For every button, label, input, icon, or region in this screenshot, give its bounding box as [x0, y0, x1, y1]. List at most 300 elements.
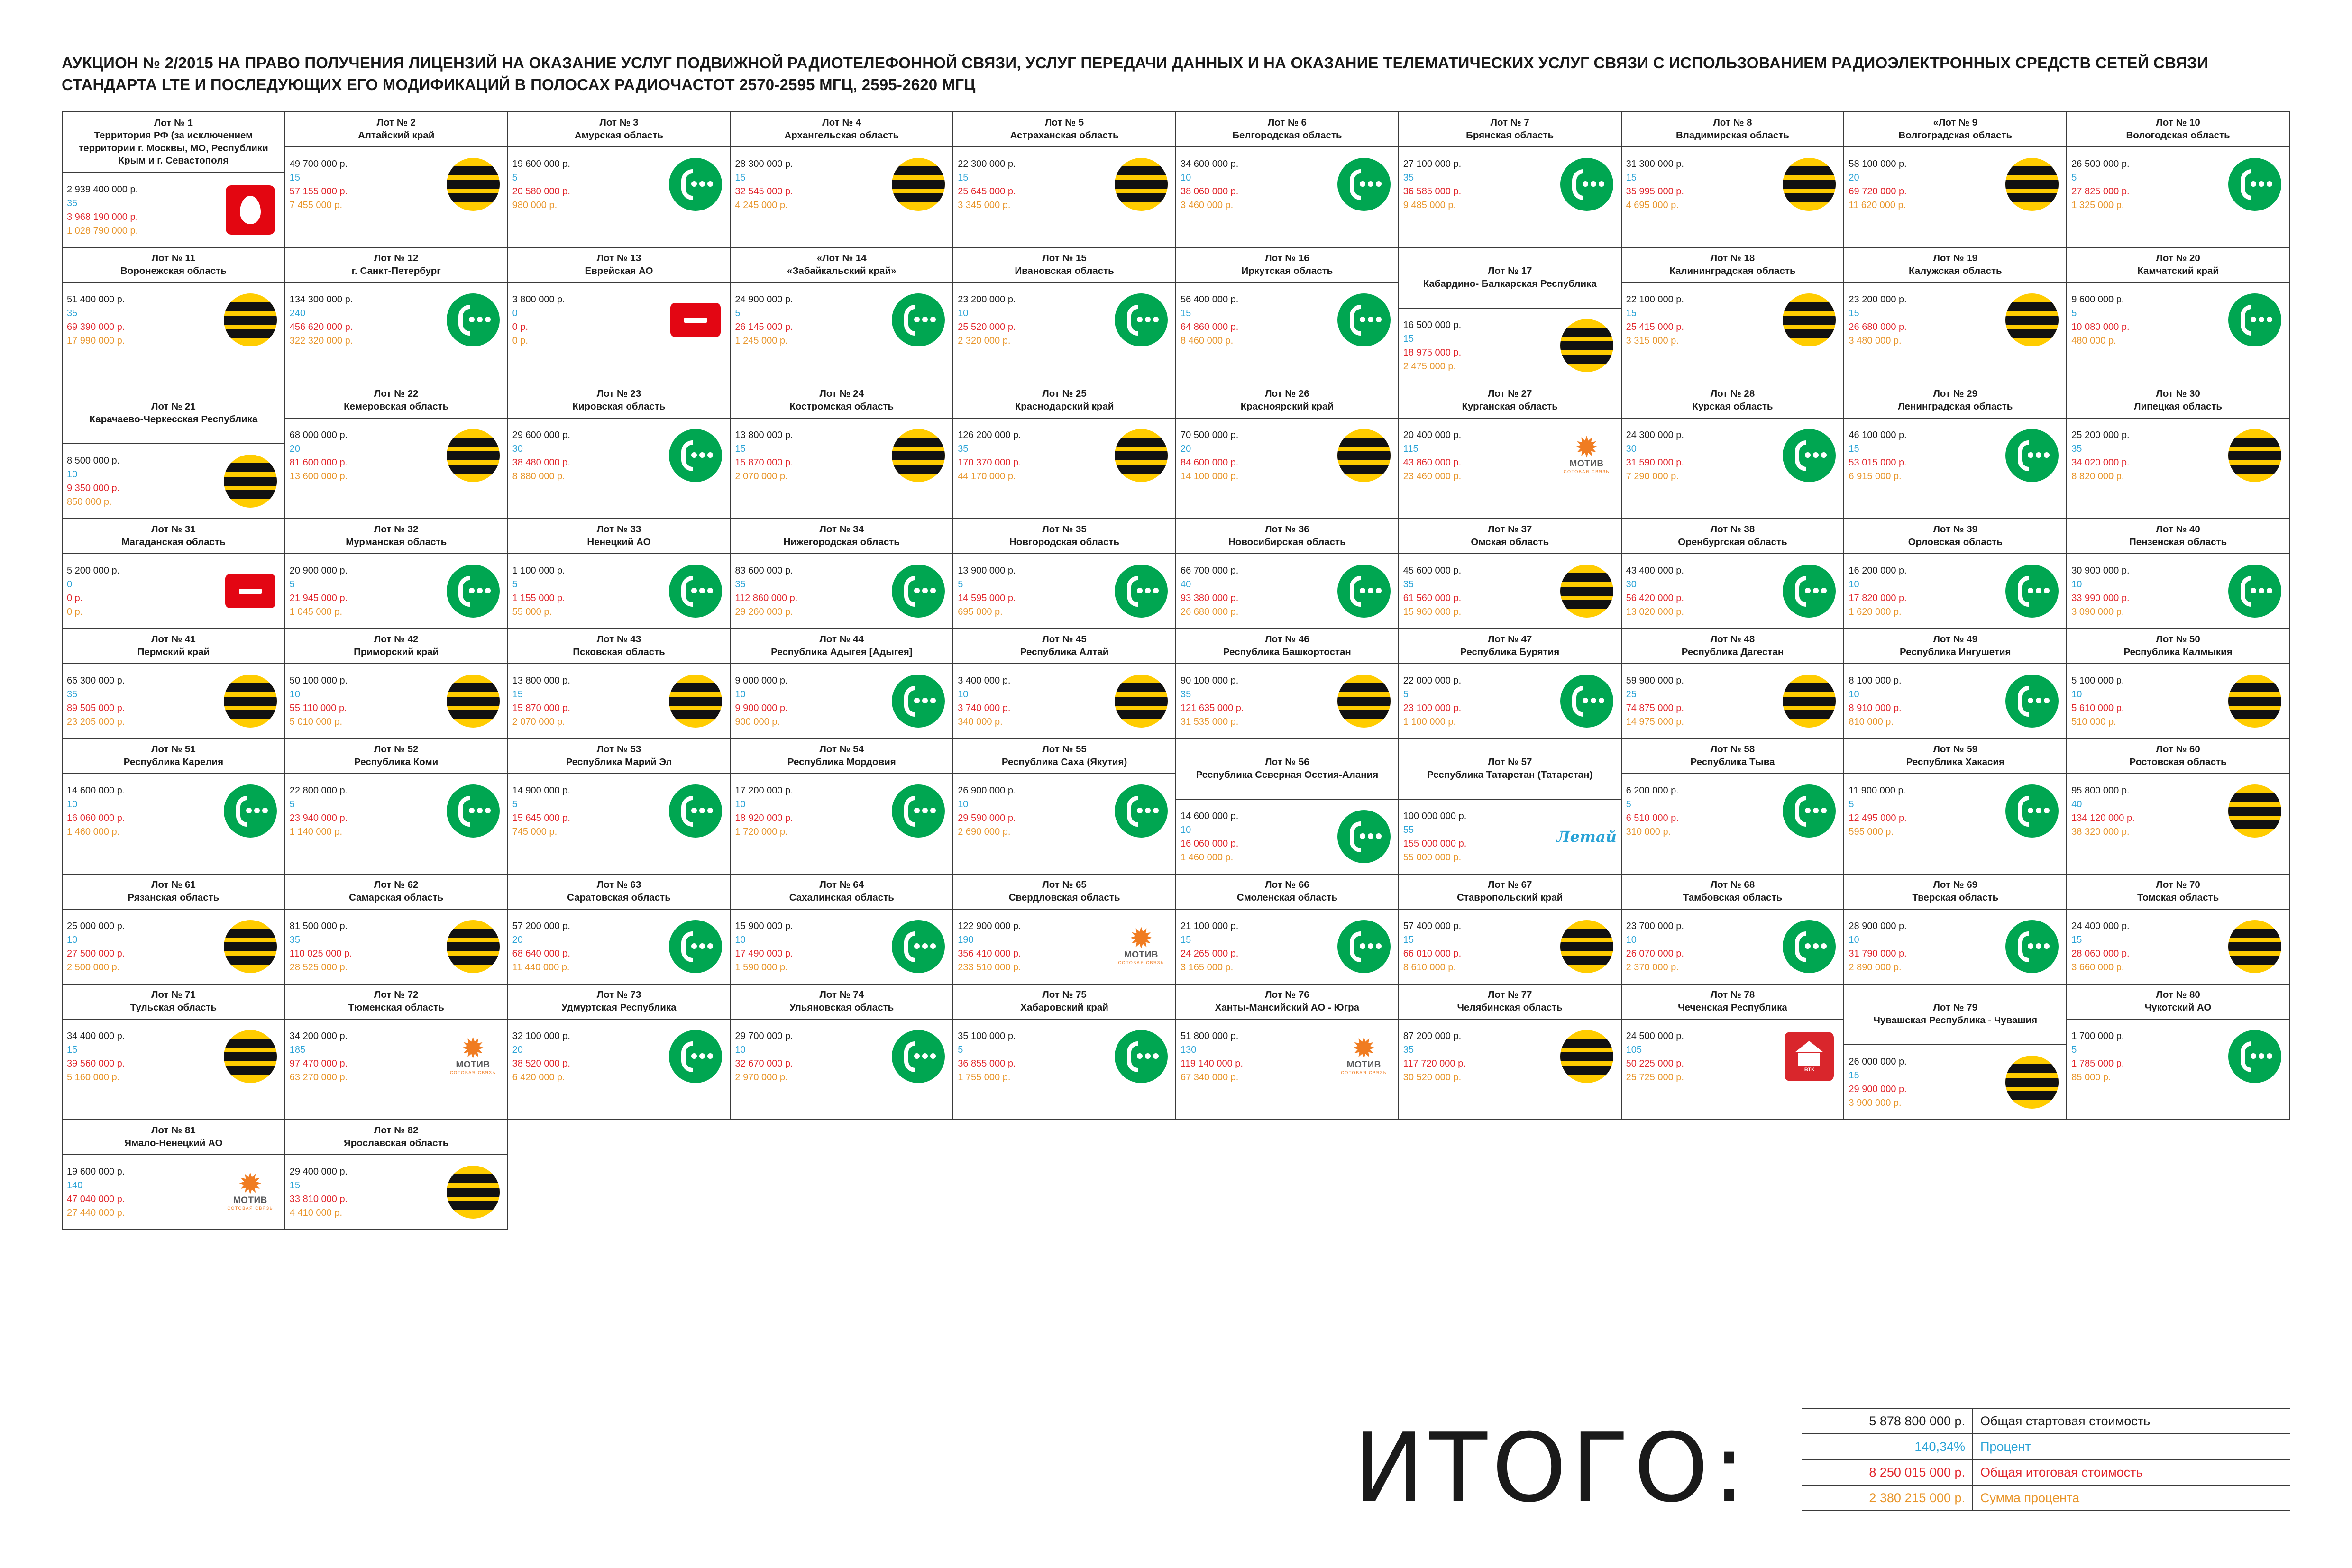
- lot-cell: [953, 248, 1176, 383]
- winner-logo: [443, 1166, 503, 1219]
- winner-logo: [1111, 675, 1171, 728]
- final-price: 23 940 000 р.: [289, 812, 348, 823]
- lot-region: Ярославская область: [344, 1137, 449, 1149]
- lot-region: Иркутская область: [1241, 265, 1333, 276]
- winner-logo: [1334, 1030, 1394, 1083]
- start-price: 51 800 000 р.: [1180, 1030, 1239, 1041]
- percent-increase: 5: [512, 799, 518, 810]
- start-price: 14 600 000 р.: [67, 785, 125, 796]
- percent-sum: 11 440 000 р.: [512, 962, 570, 973]
- percent-sum: 4 695 000 р.: [1626, 200, 1679, 210]
- percent-sum: 8 880 000 р.: [512, 471, 565, 482]
- lot-figures: [1849, 566, 2002, 617]
- megafon-logo-icon: [1337, 565, 1391, 618]
- lot-body: [1399, 1020, 1621, 1094]
- lot-number: Лот № 46: [1265, 634, 1309, 645]
- beeline-logo-icon: [1560, 565, 1613, 618]
- percent-increase: 140: [67, 1180, 83, 1191]
- lot-header: [953, 519, 1175, 554]
- lot-header: [285, 629, 507, 664]
- start-price: 28 300 000 р.: [735, 158, 793, 169]
- winner-logo: [2002, 920, 2062, 973]
- lot-body: [1844, 664, 2066, 738]
- lot-region: Оренбургская область: [1678, 536, 1787, 547]
- lot-figures: [1849, 159, 2002, 210]
- lot-number: Лот № 6: [1267, 117, 1307, 128]
- motiv-logo-icon: ✹ МОТИВ СОТОВАЯ СВЯЗЬ: [1341, 1034, 1387, 1075]
- empty-cell: [1399, 1120, 1622, 1230]
- megafon-logo-icon: [447, 784, 500, 838]
- lot-body: [1622, 1020, 1844, 1094]
- start-price: 28 900 000 р.: [1849, 921, 1907, 931]
- megafon-logo-icon: [1560, 158, 1613, 211]
- lot-number: Лот № 36: [1265, 524, 1309, 535]
- lot-number: Лот № 70: [2156, 879, 2200, 891]
- beeline-logo-icon: [447, 158, 500, 211]
- final-price: 32 670 000 р.: [735, 1058, 793, 1069]
- lot-header: [1622, 248, 1844, 283]
- lot-header: [1399, 112, 1621, 147]
- lot-region: Карачаево-Черкесская Республика: [89, 413, 258, 425]
- winner-logo: [2224, 920, 2285, 973]
- lot-number: Лот № 38: [1710, 524, 1755, 535]
- final-price: 57 155 000 р.: [289, 186, 348, 197]
- percent-increase: 10: [735, 799, 746, 810]
- winner-logo: [1111, 565, 1171, 618]
- lot-number: Лот № 80: [2156, 989, 2200, 1001]
- lot-cell: [285, 383, 508, 519]
- start-price: 13 900 000 р.: [958, 565, 1016, 576]
- megafon-logo-icon: [1783, 565, 1836, 618]
- lot-header: [1176, 629, 1398, 664]
- lot-header: [508, 985, 730, 1020]
- percent-sum: 4 245 000 р.: [735, 200, 788, 210]
- percent-sum: 310 000 р.: [1626, 826, 1671, 837]
- final-price: 28 060 000 р.: [2071, 948, 2130, 959]
- lot-header: [1176, 985, 1398, 1020]
- percent-increase: 5: [958, 579, 963, 590]
- percent-increase: 5: [2071, 1044, 2077, 1055]
- lot-cell: [63, 629, 285, 739]
- final-price: 33 990 000 р.: [2071, 593, 2130, 603]
- lot-region: Ленинградская область: [1898, 401, 2013, 412]
- lot-number: «Лот № 9: [1933, 117, 1978, 128]
- lot-region: Ставропольский край: [1457, 892, 1563, 903]
- percent-sum: 55 000 000 р.: [1403, 852, 1462, 863]
- lot-figures: [67, 921, 220, 972]
- percent-increase: 10: [1180, 824, 1191, 835]
- lot-body: [508, 774, 730, 848]
- lot-number: Лот № 1: [154, 118, 193, 129]
- lot-header: [2067, 629, 2289, 664]
- final-price: 6 510 000 р.: [1626, 812, 1679, 823]
- percent-increase: 35: [67, 689, 78, 700]
- lot-figures: [67, 185, 220, 236]
- lot-cell: [63, 985, 285, 1120]
- megafon-logo-icon: [2228, 565, 2281, 618]
- final-price: 5 610 000 р.: [2071, 702, 2124, 713]
- lot-cell: [2067, 248, 2290, 383]
- totals-label: Сумма процента: [1980, 1490, 2080, 1505]
- lot-cell: [731, 985, 953, 1120]
- lot-cell: [508, 629, 731, 739]
- lot-body: [285, 147, 507, 221]
- final-price: 55 110 000 р.: [289, 702, 347, 713]
- lot-body: [285, 1155, 507, 1229]
- winner-logo: [888, 429, 949, 482]
- lot-region: Курганская область: [1462, 401, 1558, 412]
- lot-header: [285, 985, 507, 1020]
- start-price: 16 200 000 р.: [1849, 565, 1907, 576]
- winner-logo: [1334, 565, 1394, 618]
- beeline-logo-icon: [1337, 675, 1391, 728]
- beeline-logo-icon: [224, 455, 277, 508]
- percent-sum: 1 720 000 р.: [735, 826, 788, 837]
- lot-region: Чукотский АО: [2144, 1002, 2212, 1013]
- lot-body: [1622, 774, 1844, 848]
- lot-header: [731, 112, 952, 147]
- percent-increase: 35: [1180, 689, 1191, 700]
- percent-increase: 35: [2071, 443, 2082, 454]
- percent-increase: 5: [2071, 308, 2077, 319]
- motiv-logo-icon: ✹ МОТИВ СОТОВАЯ СВЯЗЬ: [450, 1034, 496, 1075]
- lot-figures: [290, 566, 443, 617]
- percent-increase: 35: [289, 934, 301, 945]
- lot-cell: [1399, 112, 1622, 248]
- percent-sum: 1 590 000 р.: [735, 962, 788, 973]
- totals-value: 140,34%: [1802, 1434, 1973, 1459]
- lot-figures: [290, 676, 443, 727]
- percent-increase: 15: [735, 172, 746, 183]
- lot-body: [1622, 554, 1844, 628]
- totals-heading: ИТОГО:: [1354, 1413, 1750, 1523]
- lot-cell: [285, 248, 508, 383]
- lot-number: Лот № 58: [1710, 744, 1755, 755]
- percent-increase: 15: [1849, 1070, 1859, 1081]
- lot-header: [63, 248, 284, 283]
- empty-cell: [2067, 1120, 2290, 1230]
- lot-region: Волгоградская область: [1898, 129, 2013, 141]
- lot-body: [2067, 1020, 2289, 1094]
- lot-header: [953, 629, 1175, 664]
- final-price: 29 900 000 р.: [1849, 1084, 1907, 1094]
- lot-figures: [512, 295, 666, 346]
- percent-sum: 8 820 000 р.: [2071, 471, 2124, 482]
- start-price: 29 400 000 р.: [289, 1166, 348, 1177]
- lot-region: Томская область: [2137, 892, 2219, 903]
- totals-value: 8 250 015 000 р.: [1802, 1460, 1973, 1485]
- percent-increase: 5: [289, 579, 295, 590]
- lot-header: [1176, 112, 1398, 147]
- winner-logo: [1556, 429, 1617, 482]
- lot-cell: [285, 739, 508, 875]
- lot-region: Липецкая область: [2134, 401, 2222, 412]
- lot-body: [508, 554, 730, 628]
- lot-cell: [953, 383, 1176, 519]
- winner-logo: [888, 158, 949, 211]
- lot-cell: [1399, 739, 1622, 875]
- beeline-logo-icon: [1115, 158, 1168, 211]
- lot-region: Ямало-Ненецкий АО: [124, 1137, 223, 1149]
- winner-logo: [2224, 565, 2285, 618]
- lot-figures: [512, 921, 666, 972]
- lot-cell: [285, 112, 508, 248]
- beeline-logo-icon: [224, 920, 277, 973]
- megafon-logo-icon: [2228, 158, 2281, 211]
- lot-number: Лот № 48: [1710, 634, 1755, 645]
- beeline-logo-icon: [2005, 158, 2059, 211]
- lot-region: Краснодарский край: [1015, 401, 1114, 412]
- megafon-logo-icon: [669, 1030, 722, 1083]
- start-price: 11 900 000 р.: [1849, 785, 1906, 796]
- final-price: 10 080 000 р.: [2071, 321, 2130, 332]
- lot-body: [2067, 419, 2289, 492]
- winner-logo: [1111, 1030, 1171, 1083]
- lot-number: Лот № 2: [376, 117, 416, 128]
- percent-sum: 2 475 000 р.: [1403, 361, 1456, 372]
- winner-logo: [1334, 429, 1394, 482]
- lot-header: [2067, 519, 2289, 554]
- lot-number: Лот № 79: [1933, 1002, 1978, 1013]
- start-price: 34 600 000 р.: [1180, 158, 1239, 169]
- lot-region: Камчатский край: [2137, 265, 2219, 276]
- motiv-logo-icon: ✹ МОТИВ СОТОВАЯ СВЯЗЬ: [1564, 433, 1610, 474]
- lot-body: [1622, 910, 1844, 984]
- lot-region: Ивановская область: [1015, 265, 1114, 276]
- lot-figures: [1403, 676, 1556, 727]
- lot-region: «Забайкальский край»: [787, 265, 897, 276]
- lot-number: «Лот № 14: [816, 253, 867, 264]
- lot-header: [285, 112, 507, 147]
- lot-cell: [1399, 629, 1622, 739]
- winner-logo: [1556, 920, 1617, 973]
- winner-logo: [1556, 158, 1617, 211]
- lot-header: [1399, 519, 1621, 554]
- percent-sum: 5 010 000 р.: [289, 716, 343, 727]
- percent-sum: 85 000 р.: [2071, 1072, 2111, 1083]
- percent-increase: 10: [1180, 172, 1191, 183]
- percent-sum: 2 970 000 р.: [735, 1072, 788, 1083]
- beeline-logo-icon: [447, 675, 500, 728]
- lot-cell: [1844, 383, 2067, 519]
- lot-region: Самарская область: [349, 892, 444, 903]
- beeline-logo-icon: [2228, 920, 2281, 973]
- megafon-logo-icon: [1560, 675, 1613, 728]
- start-price: 25 200 000 р.: [2071, 429, 2130, 440]
- lot-header: [63, 112, 284, 173]
- winner-logo: [1334, 920, 1394, 973]
- percent-increase: 10: [1849, 689, 1859, 700]
- percent-sum: 3 900 000 р.: [1849, 1097, 1902, 1108]
- lot-body: [1844, 554, 2066, 628]
- lot-region: Удмуртская Республика: [561, 1002, 677, 1013]
- lot-body: [1176, 1020, 1398, 1094]
- lot-number: Лот № 30: [2156, 388, 2200, 400]
- lot-region: Тверская область: [1912, 892, 1999, 903]
- lot-header: [731, 985, 952, 1020]
- lot-body: [508, 910, 730, 984]
- percent-sum: 1 460 000 р.: [1180, 852, 1234, 863]
- lot-figures: [735, 566, 888, 617]
- final-price: 61 560 000 р.: [1403, 593, 1462, 603]
- lot-header: [1844, 112, 2066, 147]
- final-price: 29 590 000 р.: [958, 812, 1016, 823]
- lot-body: [1622, 283, 1844, 357]
- lot-number: Лот № 13: [596, 253, 641, 264]
- percent-sum: 3 660 000 р.: [2071, 962, 2124, 973]
- lot-body: [508, 147, 730, 221]
- lot-cell: [63, 519, 285, 629]
- final-price: 15 870 000 р.: [512, 702, 570, 713]
- lot-figures: [290, 430, 443, 481]
- final-price: 170 370 000 р.: [958, 457, 1021, 468]
- start-price: 6 200 000 р.: [1626, 785, 1679, 796]
- lot-region: Чувашская Республика - Чувашия: [1873, 1014, 2038, 1026]
- lot-body: [63, 283, 284, 357]
- winner-logo: [2002, 1056, 2062, 1109]
- totals-label: Процент: [1980, 1439, 2031, 1454]
- percent-sum: 14 975 000 р.: [1626, 716, 1684, 727]
- final-price: 15 870 000 р.: [735, 457, 793, 468]
- final-price: 27 825 000 р.: [2071, 186, 2130, 197]
- lot-cell: [1176, 985, 1399, 1120]
- lot-cell: [953, 629, 1176, 739]
- percent-increase: 15: [1626, 308, 1637, 319]
- lot-cell: [1399, 985, 1622, 1120]
- lot-header: [285, 1120, 507, 1155]
- percent-sum: 2 370 000 р.: [1626, 962, 1679, 973]
- lot-region: Приморский край: [354, 646, 439, 657]
- percent-sum: 510 000 р.: [2071, 716, 2116, 727]
- percent-increase: 5: [512, 579, 518, 590]
- lot-number: Лот № 28: [1710, 388, 1755, 400]
- lot-cell: [953, 875, 1176, 985]
- lot-region: Ульяновская область: [789, 1002, 894, 1013]
- lot-figures: [67, 1167, 220, 1218]
- start-price: 83 600 000 р.: [735, 565, 793, 576]
- beeline-logo-icon: [1560, 920, 1613, 973]
- final-price: 33 810 000 р.: [289, 1194, 348, 1204]
- percent-increase: 30: [1626, 443, 1637, 454]
- megafon-logo-icon: [669, 920, 722, 973]
- lot-region: г. Санкт-Петербург: [351, 265, 441, 276]
- lot-cell: [1399, 248, 1622, 383]
- lot-number: Лот № 66: [1265, 879, 1309, 891]
- totals-row: [1802, 1460, 2290, 1486]
- lots-grid: [62, 111, 2290, 1230]
- final-price: 81 600 000 р.: [289, 457, 348, 468]
- final-price: 12 495 000 р.: [1849, 812, 1907, 823]
- megafon-logo-icon: [2005, 920, 2059, 973]
- winner-logo: [443, 565, 503, 618]
- lot-body: [1622, 419, 1844, 492]
- megafon-logo-icon: [2005, 565, 2059, 618]
- winner-logo: [2224, 429, 2285, 482]
- lot-body: [1399, 910, 1621, 984]
- lot-header: [731, 519, 952, 554]
- lot-region: Еврейская АО: [585, 265, 653, 276]
- lot-figures: [2071, 1031, 2224, 1082]
- lot-number: Лот № 5: [1045, 117, 1084, 128]
- lot-figures: [1403, 1031, 1556, 1082]
- lot-figures: [1403, 811, 1556, 862]
- lot-body: [1844, 910, 2066, 984]
- lot-number: Лот № 49: [1933, 634, 1978, 645]
- lot-region: Белгородская область: [1232, 129, 1342, 141]
- percent-sum: 1 755 000 р.: [958, 1072, 1011, 1083]
- percent-sum: 1 045 000 р.: [289, 606, 343, 617]
- beeline-logo-icon: [1783, 675, 1836, 728]
- percent-increase: 5: [289, 799, 295, 810]
- start-price: 14 900 000 р.: [512, 785, 570, 796]
- lot-region: Республика Башкортостан: [1223, 646, 1351, 657]
- start-price: 49 700 000 р.: [289, 158, 348, 169]
- percent-increase: 10: [958, 799, 969, 810]
- lot-region: Кемеровская область: [344, 401, 449, 412]
- lot-region: Владимирская область: [1675, 129, 1789, 141]
- lot-region: Хабаровский край: [1020, 1002, 1108, 1013]
- lot-figures: [1403, 159, 1556, 210]
- winner-logo: [888, 565, 949, 618]
- percent-increase: 10: [1849, 579, 1859, 590]
- lot-number: Лот № 67: [1487, 879, 1532, 891]
- percent-sum: 1 460 000 р.: [67, 826, 120, 837]
- lot-body: [63, 910, 284, 984]
- winner-logo: [220, 293, 281, 346]
- final-price: 1 785 000 р.: [2071, 1058, 2124, 1069]
- lot-number: Лот № 32: [374, 524, 419, 535]
- lot-cell: [1176, 875, 1399, 985]
- beeline-logo-icon: [669, 675, 722, 728]
- lot-header: [1844, 985, 2066, 1045]
- empty-cell: [1622, 1120, 1845, 1230]
- percent-sum: 3 315 000 р.: [1626, 335, 1679, 346]
- lot-number: Лот № 26: [1265, 388, 1309, 400]
- lot-cell: [2067, 629, 2290, 739]
- lot-body: [953, 419, 1175, 492]
- percent-increase: 20: [289, 443, 301, 454]
- winner-logo: [1334, 158, 1394, 211]
- percent-increase: 5: [1849, 799, 1854, 810]
- percent-increase: 15: [1849, 443, 1859, 454]
- lot-region: Республика Северная Осетия-Алания: [1196, 769, 1379, 780]
- megafon-logo-icon: [224, 784, 277, 838]
- winner-logo: [888, 293, 949, 346]
- beeline-logo-icon: [892, 158, 945, 211]
- lot-cell: [285, 985, 508, 1120]
- lot-cell: [953, 112, 1176, 248]
- winner-logo: [2224, 675, 2285, 728]
- lot-body: [285, 774, 507, 848]
- lot-number: Лот № 37: [1487, 524, 1532, 535]
- lot-header: [508, 248, 730, 283]
- lot-cell: [731, 629, 953, 739]
- final-price: 36 855 000 р.: [958, 1058, 1016, 1069]
- percent-increase: 10: [735, 934, 746, 945]
- winner-logo: [220, 185, 281, 235]
- beeline-logo-icon: [224, 675, 277, 728]
- percent-sum: 695 000 р.: [958, 606, 1003, 617]
- lot-figures: [1181, 566, 1334, 617]
- lot-number: Лот № 12: [374, 253, 419, 264]
- lot-region: Республика Дагестан: [1681, 646, 1784, 657]
- megafon-logo-icon: [669, 565, 722, 618]
- start-price: 122 900 000 р.: [958, 921, 1021, 931]
- lot-number: Лот № 73: [596, 989, 641, 1001]
- lot-header: [63, 1120, 284, 1155]
- lot-cell: [2067, 519, 2290, 629]
- lot-header: [63, 985, 284, 1020]
